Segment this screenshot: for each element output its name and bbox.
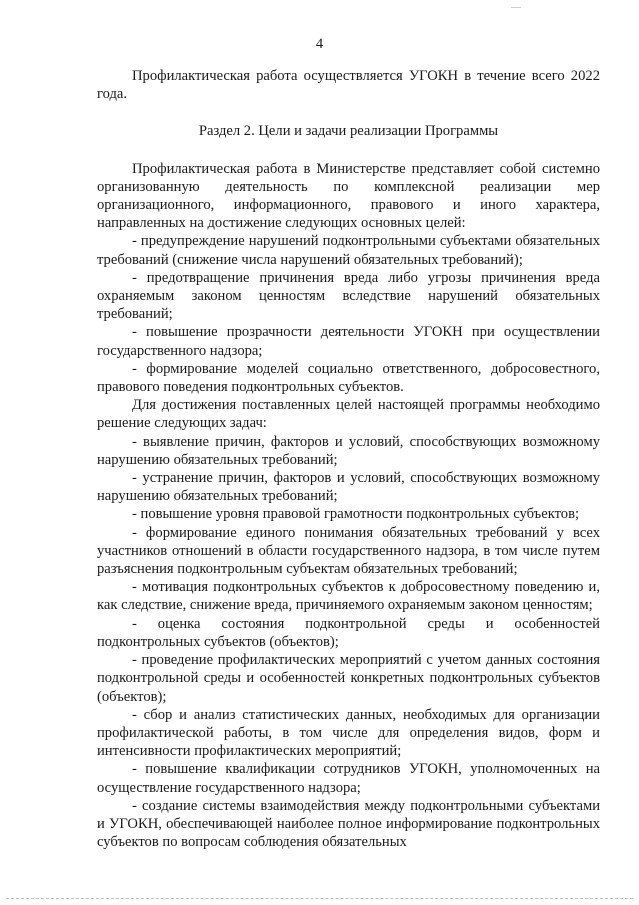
task-item: - создание системы взаимодействия между подконтрольными субъектами и УГОКН, обеспечивающей наиболее полное информирование подконтрольных субъектов по вопросам соблюдения обязательных	[97, 797, 600, 851]
goal-item: - формирование моделей социально ответственного, добросовестного, правового поведения подконтрольных субъектов.	[97, 360, 600, 396]
document-body	[97, 67, 600, 851]
task-item: - оценка состояния подконтрольной среды и особенностей подконтрольных субъектов (объектов);	[97, 615, 600, 650]
body-paragraph: Для достижения поставленных целей настоящей программы необходимо решение следующих задач:	[97, 397, 600, 432]
task-item: - повышение уровня правовой грамотности подконтрольных субъектов;	[132, 506, 580, 523]
scan-artifact	[511, 7, 521, 8]
task-item: - сбор и анализ статистических данных, необходимых для организации профилактической работы, в том числе для определения видов, форм и интенсивности профилактических мероприятий;	[97, 706, 600, 760]
goal-item: - повышение прозрачности деятельности УГОКН при осуществлении государственного надзора;	[97, 324, 600, 359]
task-item: - выявление причин, факторов и условий, способствующих возможному нарушению обязательных требований;	[97, 433, 600, 468]
goal-item: - предупреждение нарушений подконтрольными субъектами обязательных требований (снижение числа нарушений обязательных требований);	[97, 233, 600, 268]
task-item: - повышение квалификации сотрудников УГОКН, уполномоченных на осуществление государственного надзора;	[97, 761, 600, 796]
task-item: - проведение профилактических мероприятий с учетом данных состояния подконтрольной среды и особенностей конкретных подконтрольных субъектов (объектов);	[97, 652, 600, 705]
task-item: - формирование единого понимания обязательных требований у всех участников отношений в области государственного надзора, в том числе путем разъяснения подконтрольным субъектам обязательных требований;	[97, 524, 600, 578]
section-title: Раздел 2. Цели и задачи реализации Программы	[198, 123, 499, 140]
task-item: - мотивация подконтрольных субъектов к добросовестному поведению и, как следствие, снижение вреда, причиняемого охраняемым законом ценностям;	[97, 579, 600, 614]
scan-bottom-edge	[6, 898, 633, 899]
intro-paragraph: Профилактическая работа осуществляется УГОКН в течение всего 2022 года.	[97, 68, 600, 103]
goal-item: - предотвращение причинения вреда либо угрозы причинения вреда охраняемым законом ценностям вследствие нарушений обязательных требований;	[97, 269, 600, 323]
body-paragraph: Профилактическая работа в Министерстве представляет собой системно организованную деятельность по комплексной реализации мер организационного, информационного, правового и иного характера, направленных на достижение следующих основных целей:	[97, 160, 600, 232]
task-item: - устранение причин, факторов и условий, способствующих возможному нарушению обязательных требований;	[97, 470, 600, 505]
page-number: 4	[315, 36, 324, 52]
